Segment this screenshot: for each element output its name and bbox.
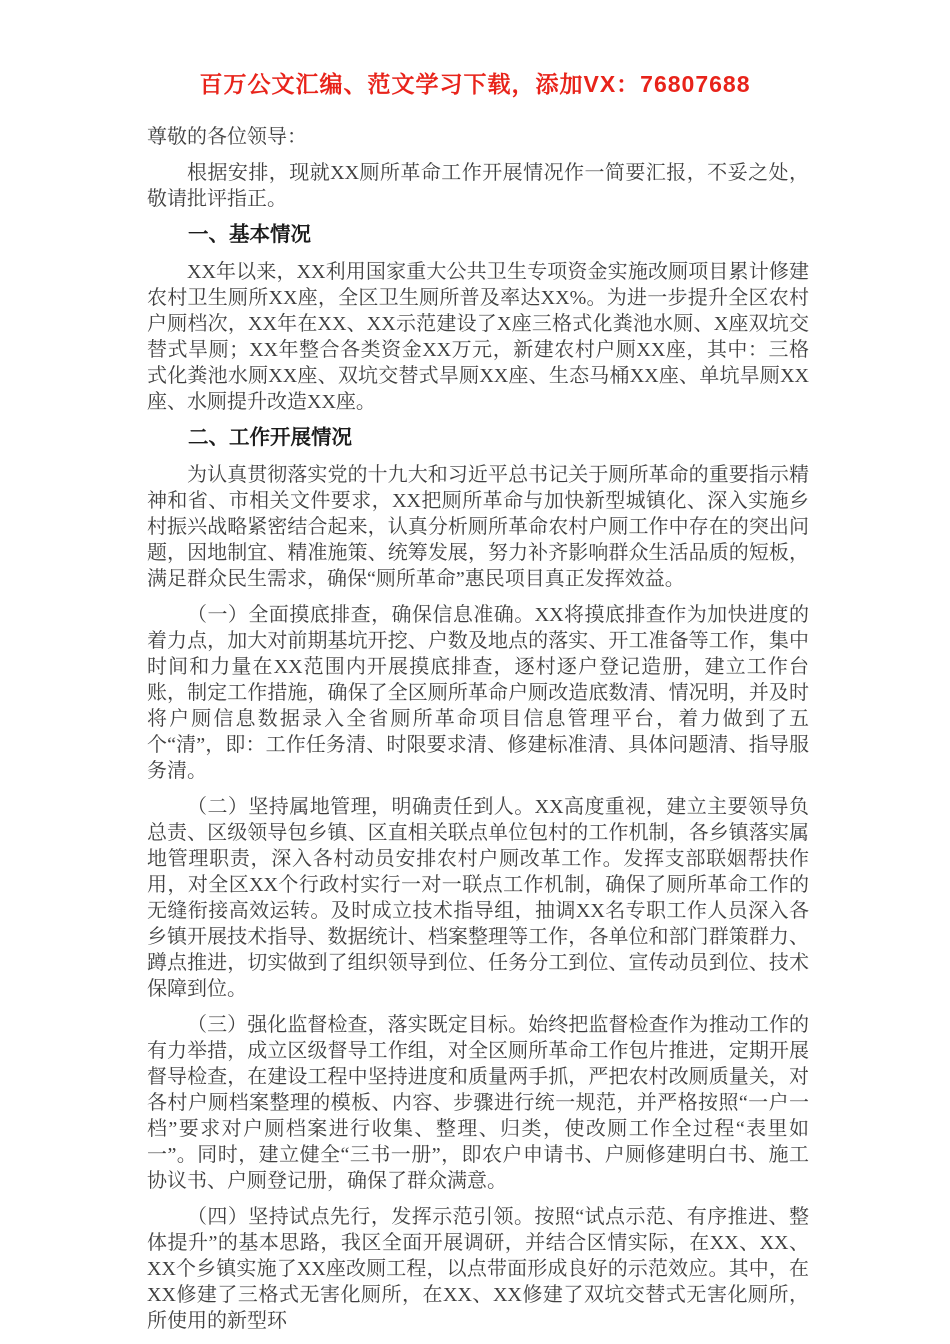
paragraph-work-progress-intro: 为认真贯彻落实党的十九大和习近平总书记关于厕所革命的重要指示精神和省、市相关文件要求，XX把厕所革命与加快新型城镇化、深入实施乡村振兴战略紧密结合起来，认真分析厕所革命农村户厕工作中存在的突出问题，因地制宜、精准施策、统筹发展，努力补齐影响群众生活品质的短板，满足群众民生需求，确保“厕所革命”惠民项目真正发挥效益。 (147, 464, 809, 590)
opening-paragraph: 根据安排，现就XX厕所革命工作开展情况作一简要汇报，不妥之处，敬请批评指正。 (147, 162, 809, 210)
paragraph-basic-situation: XX年以来，XX利用国家重大公共卫生专项资金实施改厕项目累计修建农村卫生厕所XX座，全区卫生厕所普及率达XX%。为进一步提升全区农村户厕档次，XX年在XX、XX示范建设了X座三格式化粪池水厕、X座双坑交替式旱厕；XX年整合各类资金XX万元，新建农村户厕XX座，其中：三格式化粪池水厕XX座、双坑交替式旱厕XX座、生态马桶XX座、单坑旱厕XX座、水厕提升改造XX座。 (147, 261, 809, 413)
section-heading-basic-situation: 一、基本情况 (188, 223, 311, 246)
document-body (147, 124, 809, 1344)
paragraph-item-1-survey: （一）全面摸底排查，确保信息准确。XX将摸底排查作为加快进度的着力点，加大对前期基坑开挖、户数及地点的落实、开工准备等工作，集中时间和力量在XX范围内开展摸底排查，逐村逐户登记造册，建立工作台账，制定工作措施，确保了全区厕所革命户厕改造底数清、情况明，并及时将户厕信息数据录入全省厕所革命项目信息管理平台，着力做到了五个“清”，即：工作任务清、时限要求清、修建标准清、具体问题清、指导服务清。 (147, 604, 809, 782)
paragraph-item-4-pilot-demonstration: （四）坚持试点先行，发挥示范引领。按照“试点示范、有序推进、整体提升”的基本思路，我区全面开展调研，并结合区情实际，在XX、XX、XX个乡镇实施了XX座改厕工程，以点带面形成良好的示范效应。其中，在XX修建了三格式无害化厕所，在XX、XX修建了双坑交替式无害化厕所，所使用的新型环 (147, 1206, 809, 1332)
paragraph-item-2-territorial-management: （二）坚持属地管理，明确责任到人。XX高度重视，建立主要领导负总责、区级领导包乡镇、区直相关联点单位包村的工作机制，各乡镇落实属地管理职责，深入各村动员安排农村户厕改革工作。发挥支部联姻帮扶作用，对全区XX个行政村实行一对一联点工作机制，确保了厕所革命工作的无缝衔接高效运转。及时成立技术指导组，抽调XX名专职工作人员深入各乡镇开展技术指导、数据统计、档案整理等工作，各单位和部门群策群力、蹲点推进，切实做到了组织领导到位、任务分工到位、宣传动员到位、技术保障到位。 (147, 796, 809, 1000)
section-heading-work-progress: 二、工作开展情况 (188, 426, 352, 449)
salutation-line: 尊敬的各位领导： (147, 126, 307, 148)
paragraph-item-3-supervision: （三）强化监督检查，落实既定目标。始终把监督检查作为推动工作的有力举措，成立区级督导工作组，对全区厕所革命工作包片推进，定期开展督导检查，在建设工程中坚持进度和质量两手抓，严把农村改厕质量关，对各村户厕档案整理的模板、内容、步骤进行统一规范，并严格按照“一户一档”要求对户厕档案进行收集、整理、归类，使改厕工作全过程“表里如一”。同时，建立健全“三书一册”，即农户申请书、户厕修建明白书、施工协议书、户厕登记册，确保了群众满意。 (147, 1014, 809, 1192)
promo-banner-text: 百万公文汇编、范文学习下载，添加VX：76807688 (199, 71, 751, 97)
